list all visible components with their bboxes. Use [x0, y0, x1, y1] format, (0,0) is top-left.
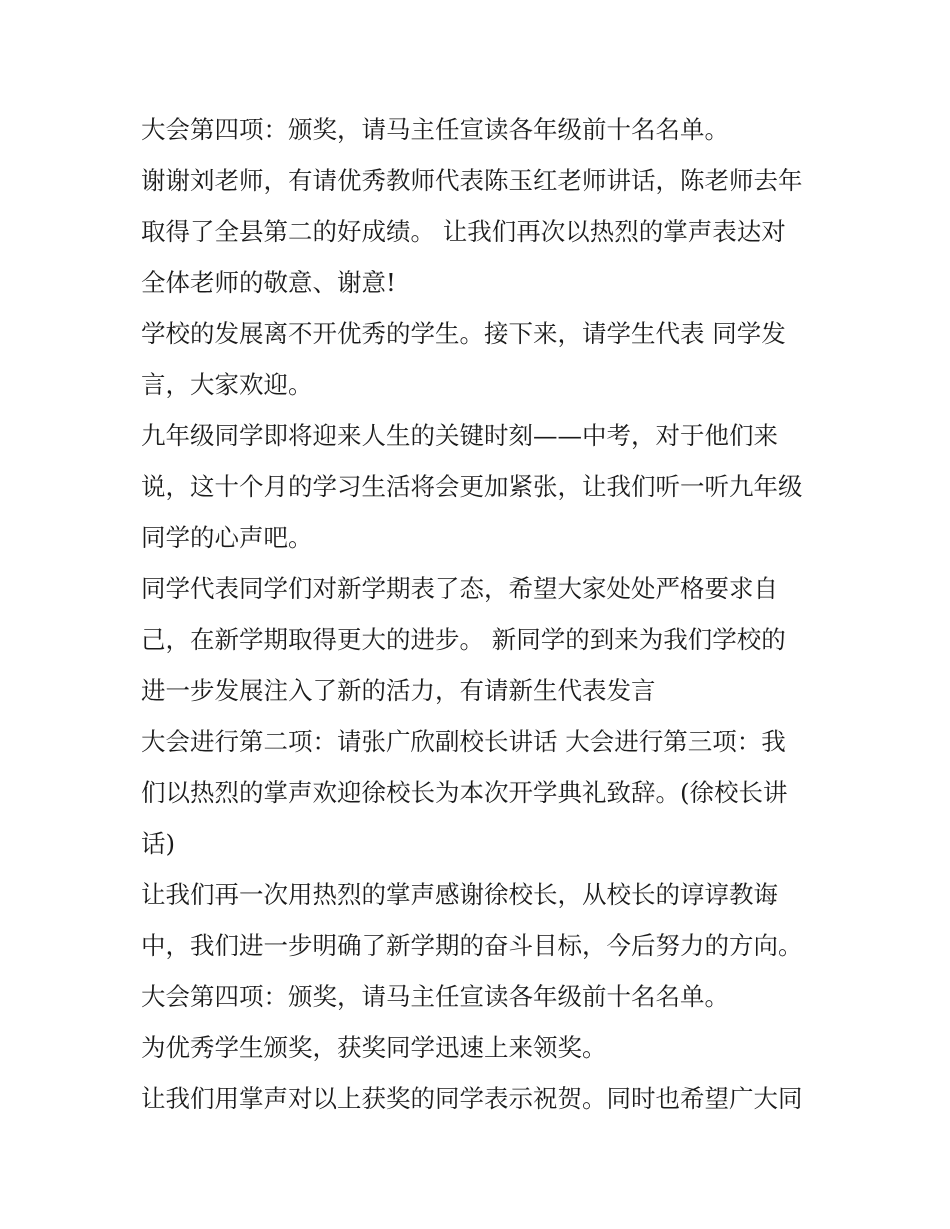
text-line: 取得了全县第二的好成绩。 让我们再次以热烈的掌声表达对	[141, 217, 786, 246]
text-line: 让我们用掌声对以上获奖的同学表示祝贺。同时也希望广大同	[141, 1084, 803, 1113]
text-line: 同学的心声吧。	[141, 523, 313, 552]
text-line: 大会第四项：颁奖，请马主任宣读各年级前十名名单。	[141, 982, 729, 1011]
text-line: 大会第四项：颁奖，请马主任宣读各年级前十名名单。	[141, 115, 729, 144]
document-body	[141, 104, 821, 1124]
text-line: 己，在新学期取得更大的进步。 新同学的到来为我们学校的	[141, 625, 786, 654]
text-line: 说，这十个月的学习生活将会更加紧张，让我们听一听九年级	[141, 472, 803, 501]
text-line: 让我们再一次用热烈的掌声感谢徐校长，从校长的谆谆教诲	[141, 880, 778, 909]
text-line: 谢谢刘老师，有请优秀教师代表陈玉红老师讲话，陈老师去年	[141, 166, 803, 195]
text-line: 言，大家欢迎。	[141, 370, 313, 399]
text-line: 大会进行第二项：请张广欣副校长讲话 大会进行第三项：我	[141, 727, 786, 756]
text-line: 九年级同学即将迎来人生的关键时刻——中考，对于他们来	[141, 421, 778, 450]
text-line: 为优秀学生颁奖，获奖同学迅速上来领奖。	[141, 1033, 607, 1062]
text-line: 全体老师的敬意、谢意!	[141, 268, 396, 297]
text-line: 们以热烈的掌声欢迎徐校长为本次开学典礼致辞。(徐校长讲	[141, 778, 788, 807]
text-line: 学校的发展离不开优秀的学生。接下来，请学生代表 同学发	[141, 319, 786, 348]
text-line: 中，我们进一步明确了新学期的奋斗目标，今后努力的方向。	[141, 931, 803, 960]
text-line: 话)	[141, 829, 176, 858]
text-line: 进一步发展注入了新的活力，有请新生代表发言	[141, 676, 656, 705]
text-line: 同学代表同学们对新学期表了态，希望大家处处严格要求自	[141, 574, 778, 603]
